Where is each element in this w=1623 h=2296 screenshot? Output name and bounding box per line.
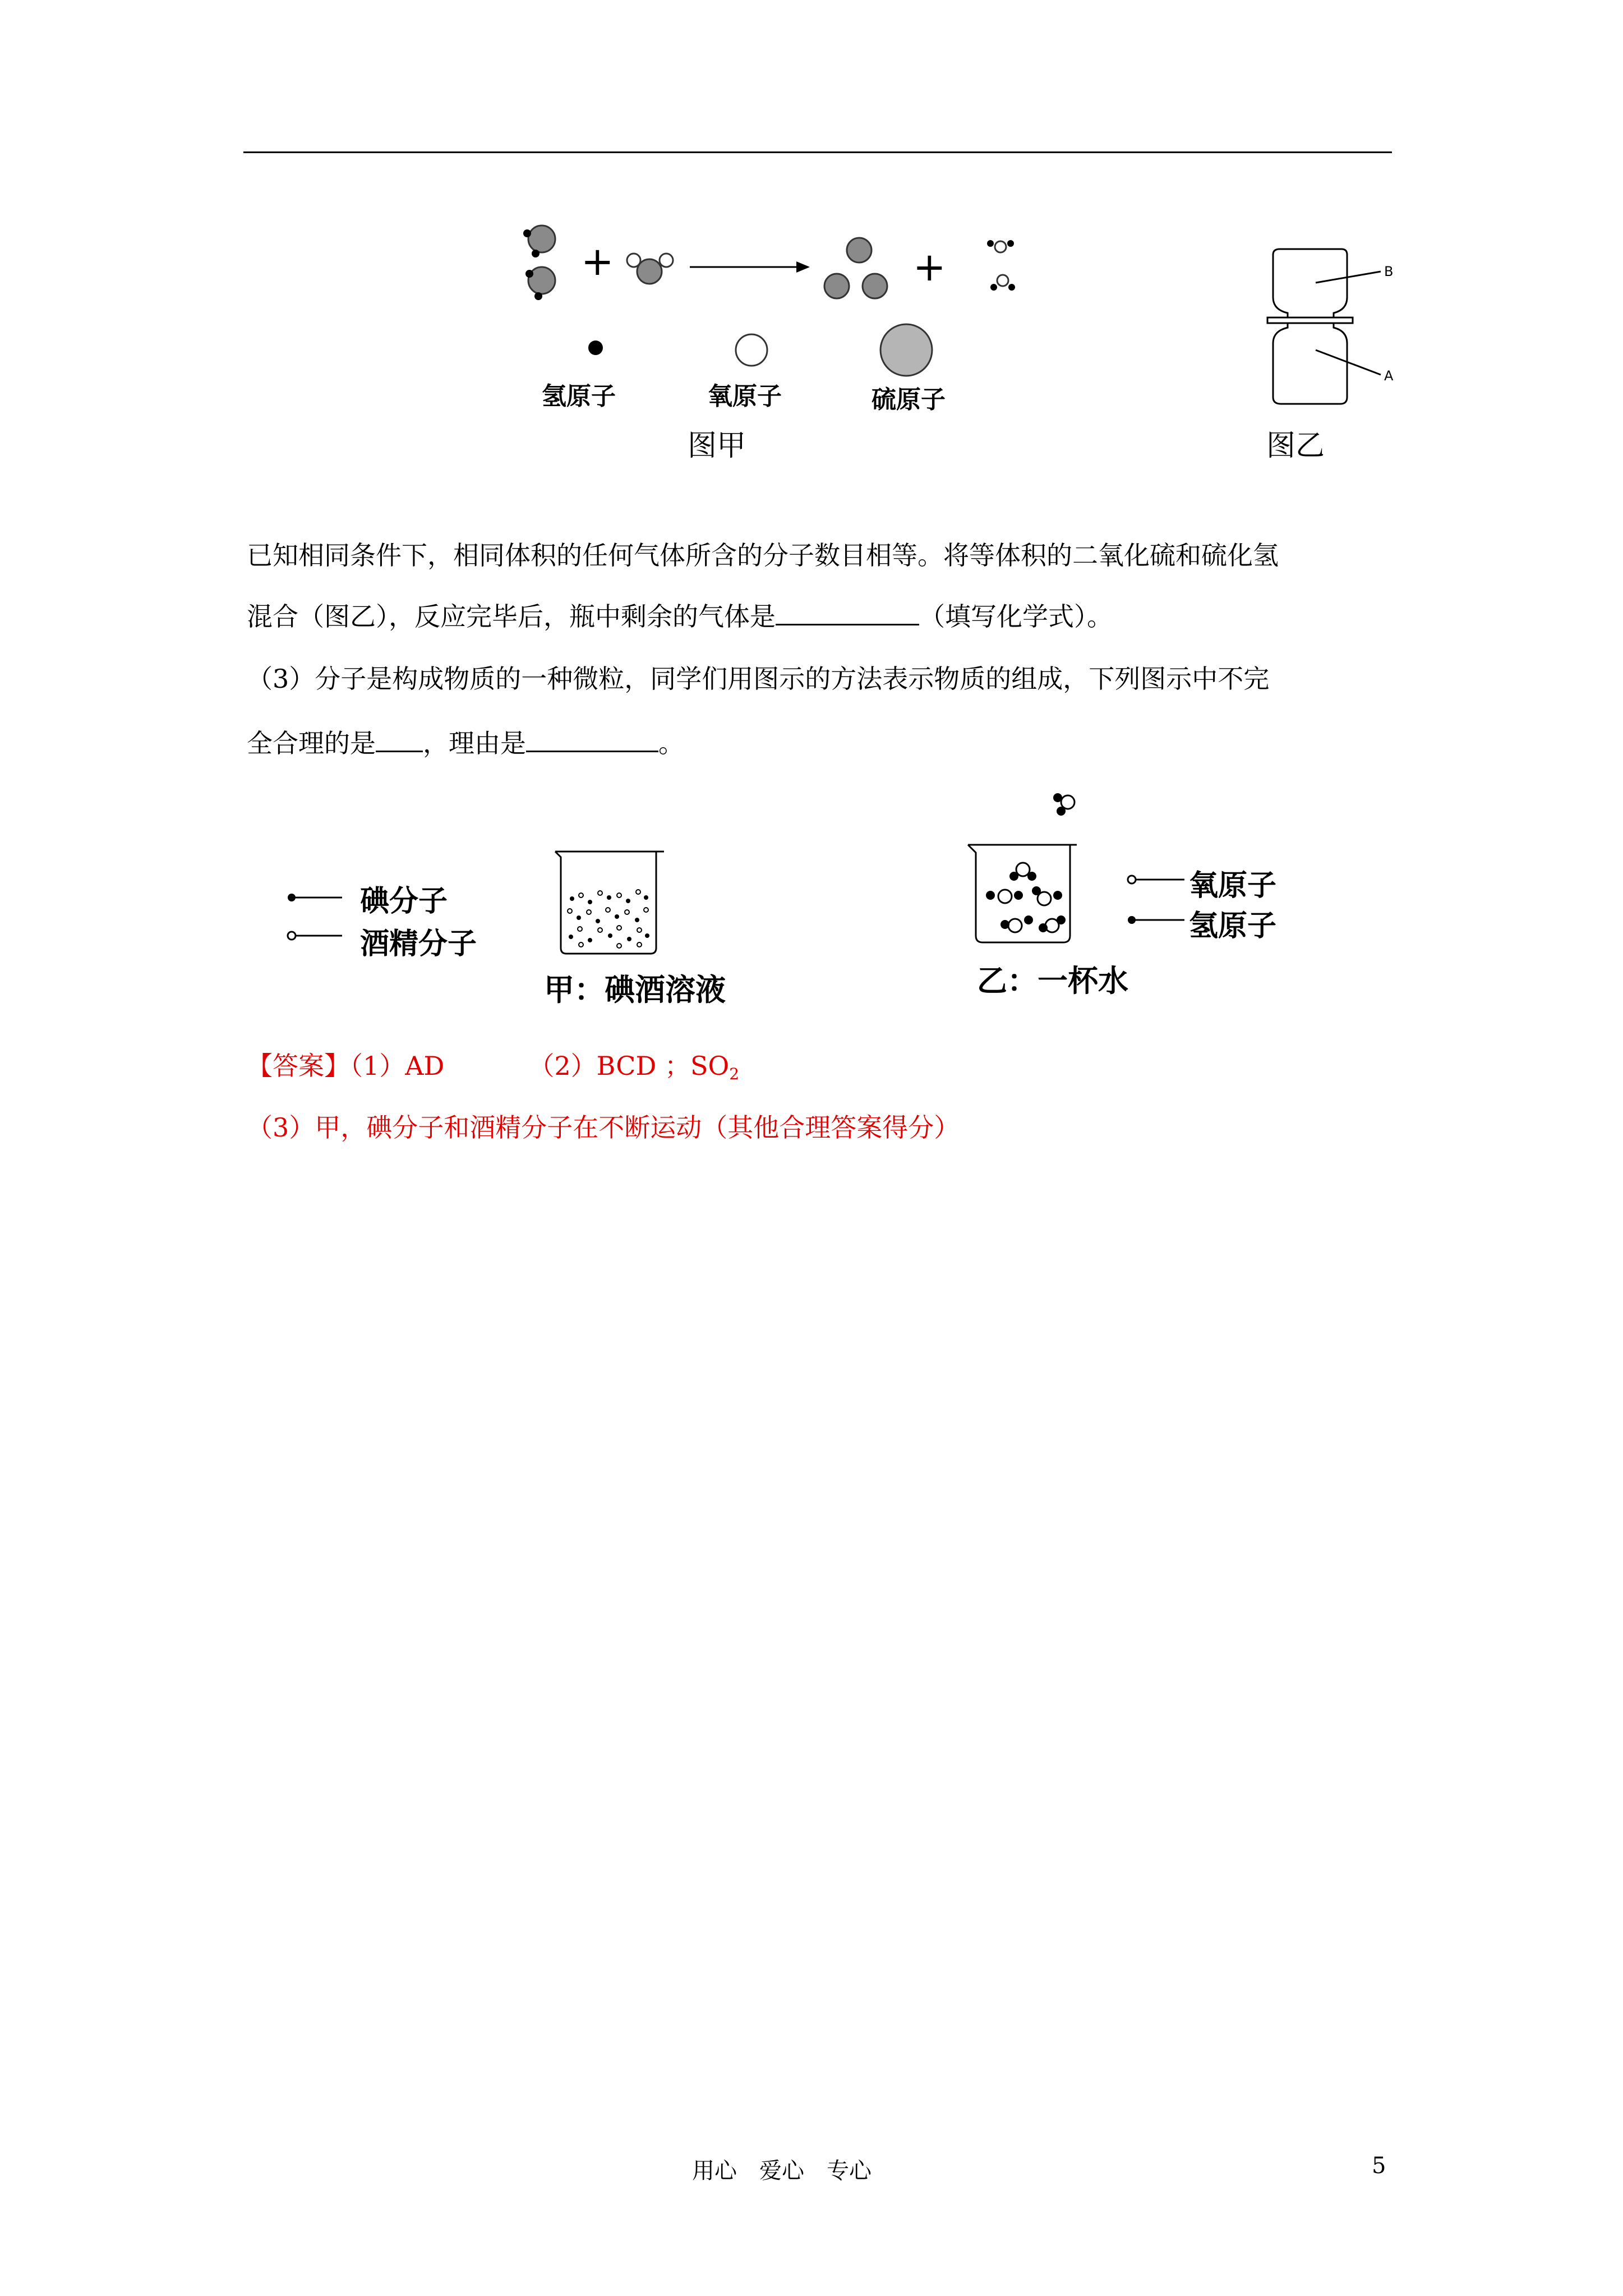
figure-jia-caption: 图甲: [688, 429, 746, 463]
bottle-b-label: B: [1384, 264, 1394, 279]
question-3-line-1: （3）分子是构成物质的一种微粒，同学们用图示的方法表示物质的组成，下列图示中不完: [247, 664, 1270, 694]
legend-oxygen-label: 氧原子: [708, 382, 782, 411]
iodine-molecule-label: 碘分子: [360, 885, 448, 918]
oxygen-atom-label: 氧原子: [1189, 869, 1277, 903]
beaker-figure-yi: [953, 785, 1357, 954]
h2s-molecule-2: [525, 267, 555, 300]
hydrogen-atom-label: 氢原子: [1189, 909, 1277, 943]
question-3-text-b: ，理由是: [423, 728, 526, 758]
answer-blank-choice: [376, 726, 423, 752]
oxygen-atom-legend-icon: [736, 334, 767, 366]
legend-sulfur-label: 硫原子: [872, 385, 946, 414]
so2-molecule: [627, 254, 673, 284]
pointer-line-a: [1316, 350, 1381, 375]
water-molecule-1: [987, 240, 1014, 252]
legend-hydrogen-label: 氢原子: [542, 382, 616, 411]
hydrogen-atom-legend-icon: [588, 341, 603, 355]
bottle-a: [1273, 323, 1347, 404]
iodine-alcohol-particles: [568, 890, 649, 948]
beaker-yi-caption: 乙：一杯水: [977, 963, 1128, 999]
plus-sign-1: +: [581, 238, 614, 284]
plus-sign-2: +: [913, 244, 946, 290]
answer-tag: 【答案】: [247, 1051, 350, 1081]
sulfur-atom-legend-icon: [880, 324, 932, 376]
bottle-b: [1273, 249, 1347, 318]
answer-part-1: （1）AD: [350, 1051, 445, 1081]
header-rule: [243, 151, 1392, 153]
question-3-text-c: 。: [658, 728, 684, 758]
question-3-line-2: [247, 726, 684, 760]
answer-blank-formula: [776, 599, 919, 625]
page-number: 5: [1372, 2153, 1386, 2179]
alcohol-molecule-label: 酒精分子: [360, 927, 477, 961]
reaction-diagram-figure-jia: [505, 213, 1066, 460]
escaping-water-molecule: [1053, 793, 1075, 816]
pointer-line-b: [1316, 272, 1381, 283]
paragraph-line-2-text: 混合（图乙），反应完毕后，瓶中剩余的气体是: [247, 601, 776, 632]
paragraph-line-1: 已知相同条件下，相同体积的任何气体所含的分子数目相等。将等体积的二氧化硫和硫化氢: [247, 540, 1279, 570]
paragraph-line-2: [247, 599, 1113, 633]
water-molecule-2: [990, 275, 1015, 291]
figure-yi-caption: 图乙: [1266, 429, 1325, 463]
footer-motto: 用心 爱心 专心: [692, 2158, 872, 2184]
question-3-text-a: 全合理的是: [247, 728, 376, 758]
answer-part-2-subscript: 2: [729, 1065, 740, 1083]
bottle-a-label: A: [1384, 368, 1394, 384]
h2s-molecule-1: [523, 226, 555, 257]
beaker-jia-caption: 甲：碘酒溶液: [544, 972, 726, 1007]
answer-part-2: （2）BCD ；SO: [528, 1051, 730, 1081]
water-molecules-in-beaker: [986, 863, 1066, 932]
answer-blank-reason: [526, 726, 658, 752]
answer-line-2: （3）甲，碘分子和酒精分子在不断运动（其他合理答案得分）: [247, 1112, 960, 1143]
answer-line-1: [247, 1049, 739, 1091]
paragraph-line-2-suffix: （填写化学式）。: [919, 601, 1113, 632]
sulfur-atoms: [824, 238, 887, 298]
